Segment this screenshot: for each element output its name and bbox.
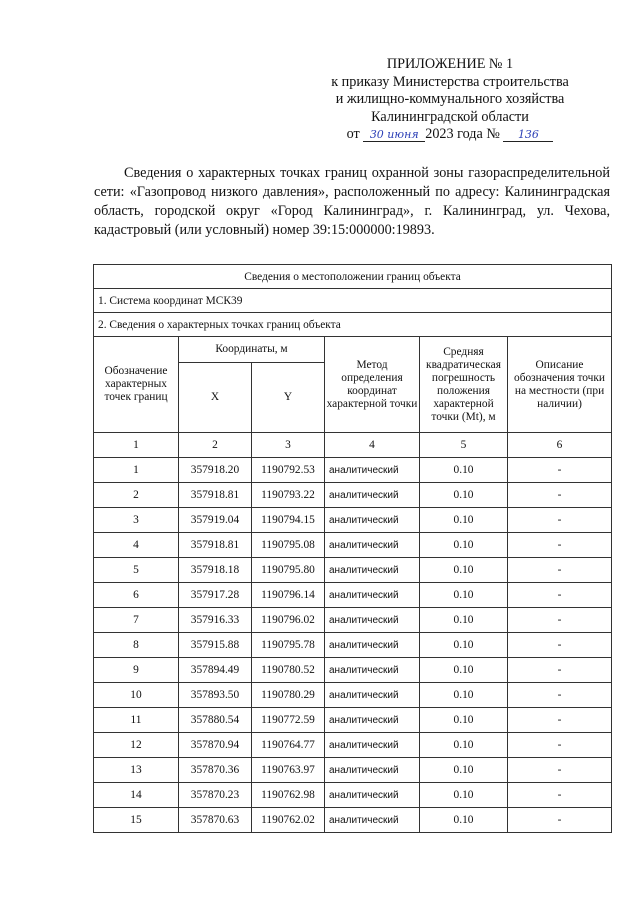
order-date-line bbox=[290, 126, 610, 144]
column-number: 4 bbox=[325, 433, 420, 458]
column-number: 2 bbox=[179, 433, 252, 458]
method-cell: аналитический bbox=[325, 483, 420, 508]
date-prefix: от bbox=[346, 126, 360, 143]
coord-y: 1190795.78 bbox=[252, 633, 325, 658]
coord-y: 1190764.77 bbox=[252, 733, 325, 758]
method-cell: аналитический bbox=[325, 533, 420, 558]
column-number: 1 bbox=[94, 433, 179, 458]
table-row bbox=[94, 483, 612, 508]
coord-y: 1190762.98 bbox=[252, 783, 325, 808]
error-cell: 0.10 bbox=[420, 683, 508, 708]
method-cell: аналитический bbox=[325, 658, 420, 683]
point-number: 3 bbox=[94, 508, 179, 533]
point-number: 5 bbox=[94, 558, 179, 583]
description-cell: - bbox=[508, 708, 612, 733]
point-number: 2 bbox=[94, 483, 179, 508]
coord-x: 357880.54 bbox=[179, 708, 252, 733]
description-cell: - bbox=[508, 583, 612, 608]
error-cell: 0.10 bbox=[420, 708, 508, 733]
column-number: 3 bbox=[252, 433, 325, 458]
error-cell: 0.10 bbox=[420, 658, 508, 683]
table-row bbox=[94, 508, 612, 533]
header-description: Описание обозначения точки на местности (при наличии) bbox=[508, 337, 612, 433]
header-x: X bbox=[179, 363, 252, 433]
table-row bbox=[94, 758, 612, 783]
point-number: 14 bbox=[94, 783, 179, 808]
point-number: 1 bbox=[94, 458, 179, 483]
point-number: 15 bbox=[94, 808, 179, 833]
error-cell: 0.10 bbox=[420, 608, 508, 633]
table-row bbox=[94, 458, 612, 483]
description-cell: - bbox=[508, 483, 612, 508]
coord-y: 1190794.15 bbox=[252, 508, 325, 533]
handwritten-date: 30 июня bbox=[363, 128, 425, 142]
coord-y: 1190795.80 bbox=[252, 558, 325, 583]
coord-y: 1190772.59 bbox=[252, 708, 325, 733]
coord-x: 357918.81 bbox=[179, 483, 252, 508]
coord-x: 357893.50 bbox=[179, 683, 252, 708]
description-cell: - bbox=[508, 733, 612, 758]
error-cell: 0.10 bbox=[420, 583, 508, 608]
order-line-2: и жилищно-коммунального хозяйства bbox=[335, 91, 565, 108]
coord-x: 357919.04 bbox=[179, 508, 252, 533]
coord-y: 1190795.08 bbox=[252, 533, 325, 558]
coord-x: 357870.36 bbox=[179, 758, 252, 783]
error-cell: 0.10 bbox=[420, 458, 508, 483]
order-line-1: к приказу Министерства строительства bbox=[331, 73, 569, 90]
table-title: Сведения о местоположении границ объекта bbox=[94, 265, 612, 289]
description-cell: - bbox=[508, 458, 612, 483]
table-row bbox=[94, 583, 612, 608]
description-cell: - bbox=[508, 658, 612, 683]
table-row bbox=[94, 783, 612, 808]
coord-y: 1190796.14 bbox=[252, 583, 325, 608]
error-cell: 0.10 bbox=[420, 558, 508, 583]
error-cell: 0.10 bbox=[420, 808, 508, 833]
appendix-title: ПРИЛОЖЕНИЕ № 1 bbox=[386, 56, 514, 72]
coord-y: 1190793.22 bbox=[252, 483, 325, 508]
error-cell: 0.10 bbox=[420, 633, 508, 658]
coord-y: 1190792.53 bbox=[252, 458, 325, 483]
coord-x: 357870.23 bbox=[179, 783, 252, 808]
table-row bbox=[94, 633, 612, 658]
coord-x: 357917.28 bbox=[179, 583, 252, 608]
method-cell: аналитический bbox=[325, 458, 420, 483]
column-numbers-row bbox=[94, 433, 612, 458]
header-error: Средняя квадратическая погрешность положения характерной точки (Mt), м bbox=[420, 337, 508, 433]
coord-y: 1190762.02 bbox=[252, 808, 325, 833]
intro-paragraph: Сведения о характерных точках границ охранной зоны газораспределительной сети: «Газопровод низкого давления», расположенный по адресу: Калининградская область, городской округ «Город Калининград», г. Калининград, ул. Чехова, кадастровый (или условный) номер 39:15:000000:19893. bbox=[94, 165, 610, 238]
points-section-row: 2. Сведения о характерных точках границ объекта bbox=[94, 313, 612, 337]
method-cell: аналитический bbox=[325, 783, 420, 808]
error-cell: 0.10 bbox=[420, 758, 508, 783]
method-cell: аналитический bbox=[325, 558, 420, 583]
method-cell: аналитический bbox=[325, 708, 420, 733]
date-suffix: 2023 года № bbox=[425, 126, 500, 143]
table-row bbox=[94, 608, 612, 633]
method-cell: аналитический bbox=[325, 508, 420, 533]
point-number: 10 bbox=[94, 683, 179, 708]
method-cell: аналитический bbox=[325, 733, 420, 758]
description-cell: - bbox=[508, 508, 612, 533]
description-cell: - bbox=[508, 608, 612, 633]
description-cell: - bbox=[508, 533, 612, 558]
table-row bbox=[94, 808, 612, 833]
point-number: 12 bbox=[94, 733, 179, 758]
point-number: 6 bbox=[94, 583, 179, 608]
error-cell: 0.10 bbox=[420, 783, 508, 808]
description-cell: - bbox=[508, 633, 612, 658]
error-cell: 0.10 bbox=[420, 733, 508, 758]
boundary-points-table bbox=[93, 264, 612, 833]
description-cell: - bbox=[508, 683, 612, 708]
column-number: 6 bbox=[508, 433, 612, 458]
appendix-header bbox=[290, 56, 610, 144]
point-number: 13 bbox=[94, 758, 179, 783]
error-cell: 0.10 bbox=[420, 483, 508, 508]
coord-x: 357915.88 bbox=[179, 633, 252, 658]
table-row bbox=[94, 558, 612, 583]
order-line-3: Калининградской области bbox=[371, 108, 529, 125]
table-row bbox=[94, 533, 612, 558]
coordinate-system-row: 1. Система координат МСК39 bbox=[94, 289, 612, 313]
method-cell: аналитический bbox=[325, 808, 420, 833]
coord-y: 1190780.29 bbox=[252, 683, 325, 708]
description-cell: - bbox=[508, 558, 612, 583]
column-number: 5 bbox=[420, 433, 508, 458]
handwritten-order-number: 136 bbox=[503, 128, 553, 142]
point-number: 7 bbox=[94, 608, 179, 633]
error-cell: 0.10 bbox=[420, 533, 508, 558]
coord-x: 357916.33 bbox=[179, 608, 252, 633]
table-row bbox=[94, 658, 612, 683]
description-cell: - bbox=[508, 808, 612, 833]
coord-x: 357870.94 bbox=[179, 733, 252, 758]
point-number: 9 bbox=[94, 658, 179, 683]
table-row bbox=[94, 708, 612, 733]
coord-x: 357918.18 bbox=[179, 558, 252, 583]
description-cell: - bbox=[508, 758, 612, 783]
coord-x: 357870.63 bbox=[179, 808, 252, 833]
coord-x: 357918.81 bbox=[179, 533, 252, 558]
coord-y: 1190780.52 bbox=[252, 658, 325, 683]
coord-x: 357918.20 bbox=[179, 458, 252, 483]
table-row bbox=[94, 683, 612, 708]
error-cell: 0.10 bbox=[420, 508, 508, 533]
method-cell: аналитический bbox=[325, 758, 420, 783]
header-point: Обозначение характерных точек границ bbox=[94, 337, 179, 433]
header-coordinates: Координаты, м bbox=[179, 337, 325, 363]
header-method: Метод определения координат характерной точки bbox=[325, 337, 420, 433]
method-cell: аналитический bbox=[325, 633, 420, 658]
point-number: 11 bbox=[94, 708, 179, 733]
method-cell: аналитический bbox=[325, 608, 420, 633]
point-number: 4 bbox=[94, 533, 179, 558]
coord-x: 357894.49 bbox=[179, 658, 252, 683]
point-number: 8 bbox=[94, 633, 179, 658]
coord-y: 1190763.97 bbox=[252, 758, 325, 783]
header-y: Y bbox=[252, 363, 325, 433]
method-cell: аналитический bbox=[325, 583, 420, 608]
coord-y: 1190796.02 bbox=[252, 608, 325, 633]
table-row bbox=[94, 733, 612, 758]
method-cell: аналитический bbox=[325, 683, 420, 708]
description-cell: - bbox=[508, 783, 612, 808]
